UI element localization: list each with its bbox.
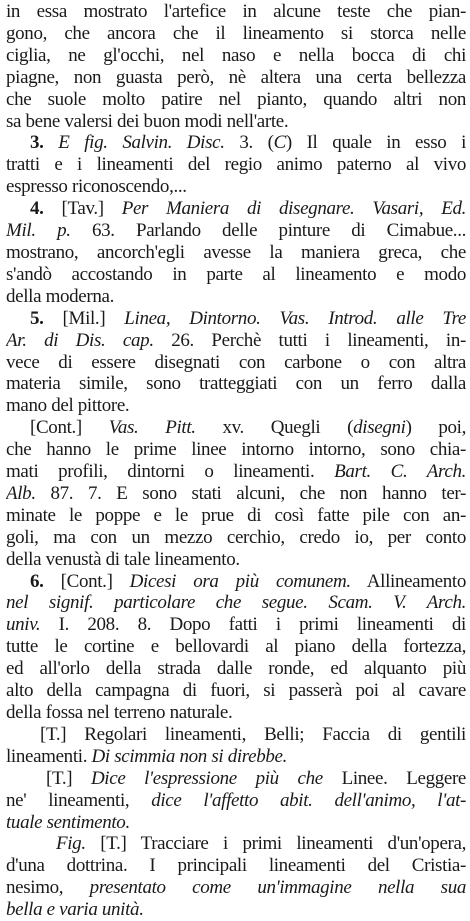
text-line (6, 417, 466, 439)
text-line (6, 154, 466, 176)
text-run: ciglia, ne gl'occhi, nel naso e nella bocca di chi (6, 44, 466, 66)
italic-text: Ar. di Dis. cap. (6, 329, 154, 351)
text-line (6, 724, 466, 746)
italic-text: Per Maniera di disegnare. Vasari, Ed. (121, 198, 466, 220)
text-run: ed all'orlo della strada dalle ronde, ed alquanto più (6, 658, 466, 680)
text-line (6, 812, 466, 834)
text-run: sa bene valersi dei buon modi nell'arte. (6, 110, 289, 132)
text-run: [Cont.] (60, 570, 130, 592)
text-line (6, 855, 466, 877)
text-line (6, 439, 466, 461)
text-line (6, 549, 466, 571)
italic-text: Dicesi ora più comunem. (129, 570, 351, 592)
text-line (6, 23, 466, 45)
italic-text: Vas. Pitt. (108, 417, 196, 439)
text-line (6, 198, 466, 220)
text-run: [Mil.] (62, 307, 125, 329)
text-run: [Tav.] (61, 198, 122, 220)
text-line (6, 220, 466, 242)
text-run: ) poi, (405, 417, 466, 439)
italic-text: tuale sentimento. (6, 811, 130, 833)
text-run: della fossa nel terreno naturale. (6, 702, 233, 723)
italic-text: Dice l'espressione più che (90, 767, 323, 789)
text-run: in essa mostrato l'artefice in alcune teste che pian- (6, 1, 466, 22)
text-line (6, 505, 466, 527)
text-line (6, 833, 466, 855)
text-line (6, 308, 466, 330)
sense-number: 4. (30, 198, 62, 220)
text-line (6, 352, 466, 374)
text-line (6, 264, 466, 286)
text-run: della moderna. (6, 285, 114, 307)
italic-text: Linea, Dintorno. Vas. Introd. alle Tre (124, 307, 466, 329)
text-run: mostrano, ancorch'egli avesse la maniera greca, che (6, 241, 466, 263)
text-run: della venustà di tale lineamento. (6, 548, 240, 570)
text-line (6, 702, 466, 724)
text-line (6, 790, 466, 812)
text-line (6, 571, 466, 593)
text-run: mano del pittore. (6, 395, 130, 417)
text-line (6, 67, 466, 89)
text-line (6, 746, 466, 768)
text-run: nesimo, (6, 877, 90, 899)
italic-text: Bart. C. Arch. (334, 461, 466, 483)
text-run: goli, ma con un mezzo cerchio, credo io, per conto (6, 526, 466, 548)
text-run: [T.] Regolari lineamenti, Belli; Faccia di gentili (40, 723, 466, 745)
text-run: mati profili, dintorni o lineamenti. (6, 461, 335, 483)
text-line (6, 877, 466, 899)
text-run: ) Il quale in esso i (285, 132, 466, 154)
text-line (6, 768, 466, 790)
text-run: [T.] (46, 767, 91, 789)
text-run: s'andò accostando in parte al lineamento e modo (6, 263, 466, 285)
text-line (6, 395, 466, 417)
text-run: vece di essere disegnati con carbone o con altra (6, 351, 466, 373)
sense-number: 5. (30, 307, 63, 329)
text-line (6, 658, 466, 680)
text-run: Allineamento (350, 570, 466, 592)
text-line (6, 614, 466, 636)
text-run: Linee. Leggere (322, 767, 466, 789)
text-line (6, 89, 466, 111)
text-run: tutte le cortine e bellovardi al piano della fortezza, (6, 636, 466, 658)
italic-text: Mil. p. (6, 220, 71, 242)
text-line (6, 330, 466, 352)
text-line (6, 242, 466, 264)
italic-text: C (273, 132, 286, 154)
text-run: [Cont.] (30, 417, 109, 439)
text-run: 3. ( (224, 132, 274, 154)
italic-text: presentato come un'immagine nella sua (89, 877, 466, 899)
text-line (6, 132, 466, 154)
sense-number: 3. (30, 132, 59, 154)
text-run: alto della campagna di fuori, si passerà poi al cavare (6, 680, 466, 702)
italic-text: univ. (6, 614, 41, 636)
text-run: espresso riconoscendo,... (6, 176, 187, 198)
text-line (6, 483, 466, 505)
text-run: I. 208. 8. Dopo fatti i primi lineamenti di (40, 614, 466, 636)
text-run: d'una dottrina. I principali lineamenti del Cristia- (6, 855, 466, 877)
text-line (6, 680, 466, 702)
text-line (6, 176, 466, 198)
italic-text: dice l'affetto abit. dell'animo, l'at- (151, 789, 466, 811)
text-line (6, 636, 466, 658)
text-run: che hanno le prime linee intorno intorno, sono chia- (6, 439, 466, 461)
text-line (6, 1, 466, 23)
text-line (6, 527, 466, 549)
text-run: [T.] Tracciare i primi lineamenti d'un'opera, (85, 833, 466, 855)
text-line (6, 111, 466, 133)
italic-text: Alb. (6, 482, 36, 504)
text-run: lineamenti. (6, 745, 92, 767)
italic-text: Di scimmia non si direbbe. (91, 745, 287, 767)
text-run: 63. Parlando delle pinture di Cimabue... (70, 220, 466, 242)
italic-text: bella e varia unità. (6, 899, 144, 921)
text-run: materia simile, sono tratteggiati con un ferro dalla (6, 373, 466, 395)
italic-text: nel signif. particolare che segue. Scam. V. Arch. (6, 592, 466, 614)
text-line (6, 461, 466, 483)
text-line (6, 899, 466, 921)
text-line (6, 592, 466, 614)
text-run: minate le poppe e le prue di così fatte pile con an- (6, 504, 466, 526)
italic-text: Fig. (56, 833, 86, 855)
text-run: ne' lineamenti, (6, 789, 152, 811)
text-run: xv. Quegli ( (195, 417, 354, 439)
text-run: gono, che ancora che il lineamento si storca nelle (6, 22, 466, 44)
text-run: piagne, non guasta però, nè altera una certa bellezza (6, 66, 466, 88)
italic-text: disegni (353, 417, 406, 439)
text-run: 26. Perchè tutti i lineamenti, in- (153, 329, 466, 351)
text-run: 87. 7. E sono stati alcuni, che non hanno ter- (35, 482, 466, 504)
text-line (6, 286, 466, 308)
text-run: che suole molto patire nel pianto, quando altri non (6, 88, 466, 110)
italic-text: E fig. Salvin. Disc. (58, 132, 225, 154)
text-line (6, 373, 466, 395)
sense-number: 6. (30, 570, 61, 592)
text-line (6, 45, 466, 67)
text-run: tratti e i lineamenti del regio animo paterno al vivo (6, 154, 466, 176)
